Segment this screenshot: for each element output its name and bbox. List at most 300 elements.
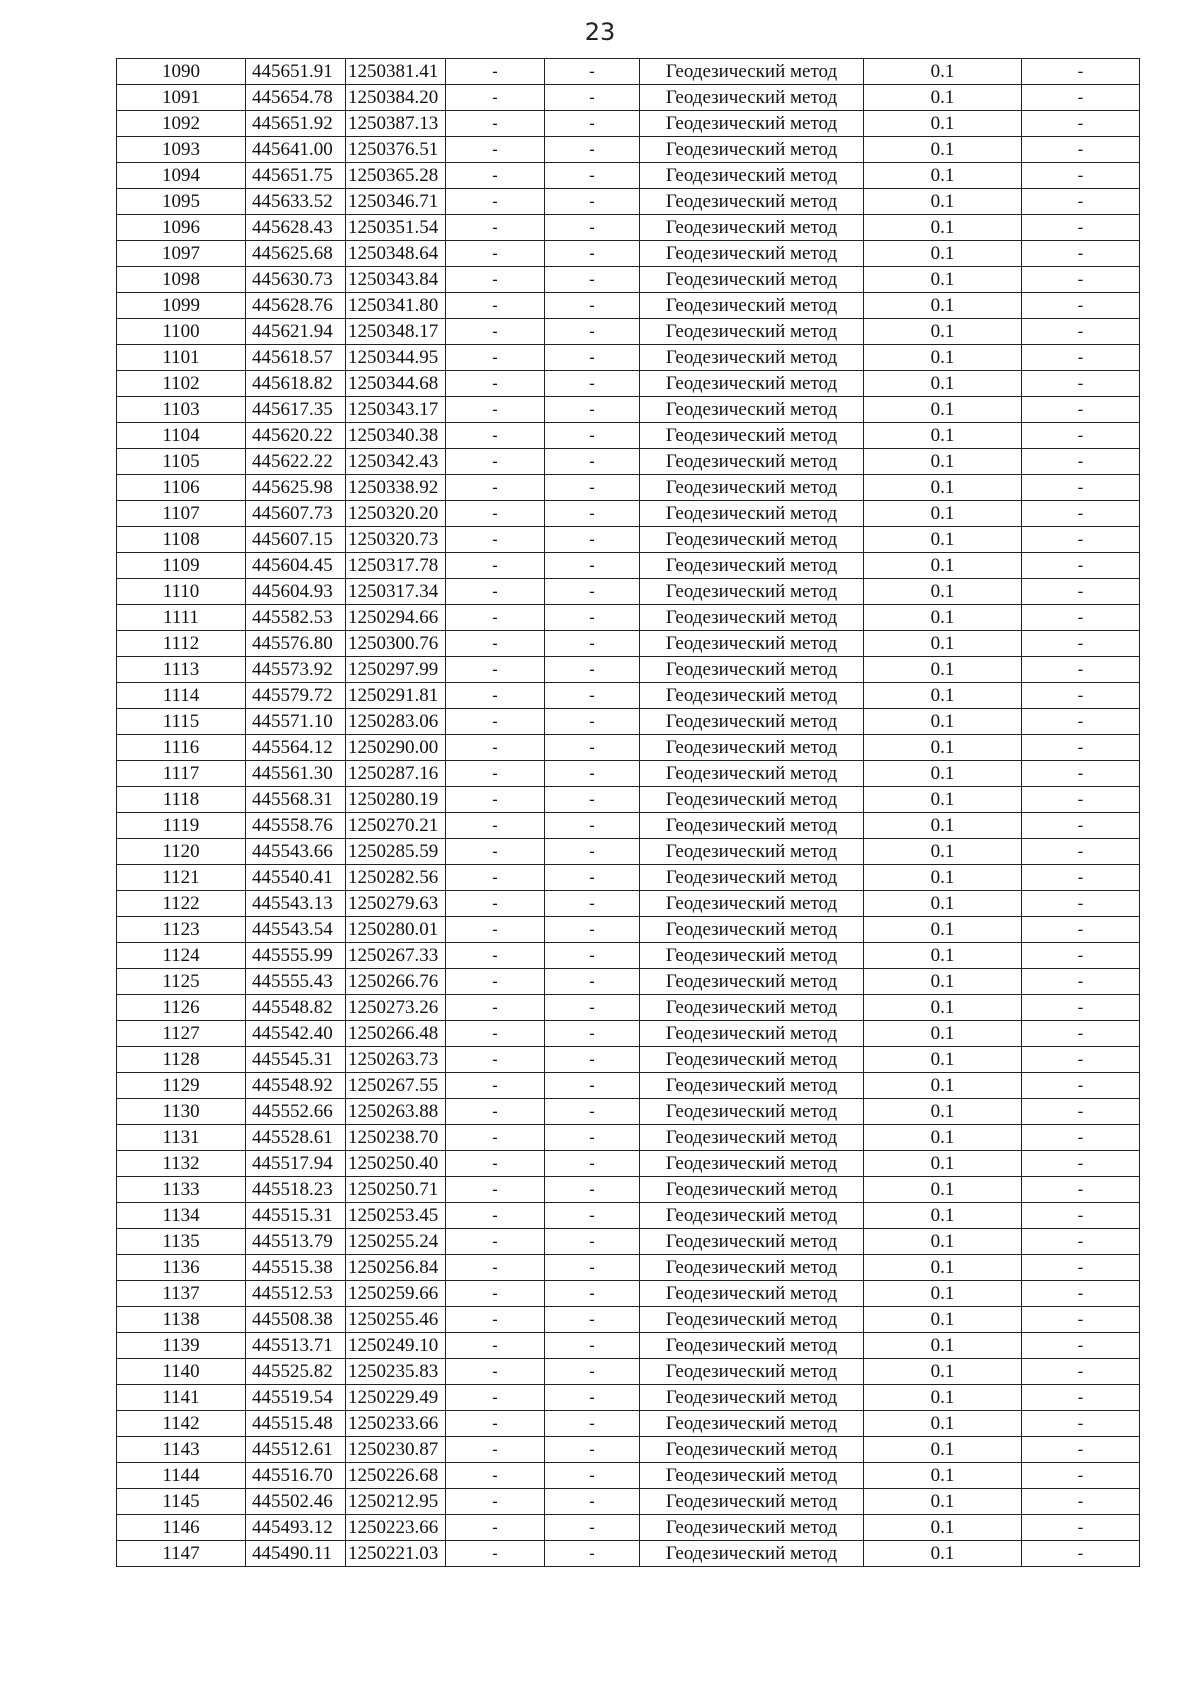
y-coordinate-cell: 1250235.83 — [346, 1359, 446, 1385]
empty-value-cell: - — [446, 215, 545, 241]
precision-cell: 0.1 — [864, 1541, 1022, 1567]
empty-value-cell: - — [545, 1151, 640, 1177]
empty-value-cell: - — [545, 1515, 640, 1541]
x-coordinate-cell: 445618.82 — [246, 371, 346, 397]
point-number-cell: 1128 — [117, 1047, 246, 1073]
point-number-cell: 1120 — [117, 839, 246, 865]
empty-value-cell: - — [446, 1489, 545, 1515]
y-coordinate-cell: 1250343.84 — [346, 267, 446, 293]
x-coordinate-cell: 445607.73 — [246, 501, 346, 527]
x-coordinate-cell: 445651.91 — [246, 59, 346, 85]
precision-cell: 0.1 — [864, 761, 1022, 787]
table-row — [117, 501, 1140, 527]
method-cell: Геодезический метод — [640, 371, 864, 397]
point-number-cell: 1133 — [117, 1177, 246, 1203]
point-number-cell: 1127 — [117, 1021, 246, 1047]
empty-value-cell: - — [1022, 553, 1140, 579]
empty-value-cell: - — [1022, 787, 1140, 813]
point-number-cell: 1107 — [117, 501, 246, 527]
x-coordinate-cell: 445525.82 — [246, 1359, 346, 1385]
y-coordinate-cell: 1250343.17 — [346, 397, 446, 423]
point-number-cell: 1123 — [117, 917, 246, 943]
precision-cell: 0.1 — [864, 865, 1022, 891]
empty-value-cell: - — [1022, 319, 1140, 345]
point-number-cell: 1143 — [117, 1437, 246, 1463]
empty-value-cell: - — [1022, 1255, 1140, 1281]
empty-value-cell: - — [446, 657, 545, 683]
empty-value-cell: - — [1022, 1463, 1140, 1489]
y-coordinate-cell: 1250384.20 — [346, 85, 446, 111]
empty-value-cell: - — [446, 267, 545, 293]
empty-value-cell: - — [545, 501, 640, 527]
empty-value-cell: - — [1022, 371, 1140, 397]
table-row — [117, 969, 1140, 995]
empty-value-cell: - — [545, 605, 640, 631]
method-cell: Геодезический метод — [640, 1177, 864, 1203]
table-row — [117, 1411, 1140, 1437]
empty-value-cell: - — [545, 163, 640, 189]
empty-value-cell: - — [446, 1307, 545, 1333]
y-coordinate-cell: 1250320.20 — [346, 501, 446, 527]
y-coordinate-cell: 1250376.51 — [346, 137, 446, 163]
empty-value-cell: - — [1022, 865, 1140, 891]
empty-value-cell: - — [1022, 1411, 1140, 1437]
empty-value-cell: - — [545, 319, 640, 345]
point-number-cell: 1130 — [117, 1099, 246, 1125]
empty-value-cell: - — [545, 1489, 640, 1515]
x-coordinate-cell: 445555.43 — [246, 969, 346, 995]
method-cell: Геодезический метод — [640, 1229, 864, 1255]
empty-value-cell: - — [1022, 1125, 1140, 1151]
point-number-cell: 1099 — [117, 293, 246, 319]
method-cell: Геодезический метод — [640, 917, 864, 943]
method-cell: Геодезический метод — [640, 995, 864, 1021]
empty-value-cell: - — [1022, 449, 1140, 475]
x-coordinate-cell: 445651.75 — [246, 163, 346, 189]
precision-cell: 0.1 — [864, 735, 1022, 761]
point-number-cell: 1111 — [117, 605, 246, 631]
empty-value-cell: - — [446, 579, 545, 605]
y-coordinate-cell: 1250273.26 — [346, 995, 446, 1021]
empty-value-cell: - — [446, 787, 545, 813]
point-number-cell: 1117 — [117, 761, 246, 787]
empty-value-cell: - — [1022, 969, 1140, 995]
x-coordinate-cell: 445518.23 — [246, 1177, 346, 1203]
method-cell: Геодезический метод — [640, 579, 864, 605]
point-number-cell: 1090 — [117, 59, 246, 85]
table-row — [117, 1281, 1140, 1307]
precision-cell: 0.1 — [864, 657, 1022, 683]
x-coordinate-cell: 445604.45 — [246, 553, 346, 579]
empty-value-cell: - — [545, 943, 640, 969]
table-row — [117, 293, 1140, 319]
precision-cell: 0.1 — [864, 1177, 1022, 1203]
x-coordinate-cell: 445515.48 — [246, 1411, 346, 1437]
precision-cell: 0.1 — [864, 1073, 1022, 1099]
table-row — [117, 1047, 1140, 1073]
coordinates-table — [116, 58, 1140, 1567]
method-cell: Геодезический метод — [640, 423, 864, 449]
empty-value-cell: - — [446, 189, 545, 215]
x-coordinate-cell: 445528.61 — [246, 1125, 346, 1151]
y-coordinate-cell: 1250253.45 — [346, 1203, 446, 1229]
point-number-cell: 1118 — [117, 787, 246, 813]
precision-cell: 0.1 — [864, 319, 1022, 345]
table-row — [117, 189, 1140, 215]
table-row — [117, 1125, 1140, 1151]
empty-value-cell: - — [545, 839, 640, 865]
empty-value-cell: - — [1022, 1437, 1140, 1463]
table-row — [117, 59, 1140, 85]
precision-cell: 0.1 — [864, 1151, 1022, 1177]
empty-value-cell: - — [446, 553, 545, 579]
x-coordinate-cell: 445568.31 — [246, 787, 346, 813]
empty-value-cell: - — [446, 293, 545, 319]
y-coordinate-cell: 1250280.19 — [346, 787, 446, 813]
empty-value-cell: - — [545, 137, 640, 163]
point-number-cell: 1094 — [117, 163, 246, 189]
x-coordinate-cell: 445552.66 — [246, 1099, 346, 1125]
y-coordinate-cell: 1250381.41 — [346, 59, 446, 85]
empty-value-cell: - — [545, 1281, 640, 1307]
table-row — [117, 683, 1140, 709]
y-coordinate-cell: 1250259.66 — [346, 1281, 446, 1307]
precision-cell: 0.1 — [864, 1125, 1022, 1151]
table-row — [117, 1021, 1140, 1047]
table-row — [117, 995, 1140, 1021]
y-coordinate-cell: 1250351.54 — [346, 215, 446, 241]
x-coordinate-cell: 445543.13 — [246, 891, 346, 917]
table-row — [117, 1099, 1140, 1125]
precision-cell: 0.1 — [864, 1437, 1022, 1463]
table-row — [117, 943, 1140, 969]
y-coordinate-cell: 1250250.40 — [346, 1151, 446, 1177]
x-coordinate-cell: 445542.40 — [246, 1021, 346, 1047]
point-number-cell: 1105 — [117, 449, 246, 475]
empty-value-cell: - — [1022, 1073, 1140, 1099]
y-coordinate-cell: 1250270.21 — [346, 813, 446, 839]
empty-value-cell: - — [545, 423, 640, 449]
empty-value-cell: - — [446, 1541, 545, 1567]
precision-cell: 0.1 — [864, 553, 1022, 579]
empty-value-cell: - — [1022, 917, 1140, 943]
method-cell: Геодезический метод — [640, 85, 864, 111]
y-coordinate-cell: 1250212.95 — [346, 1489, 446, 1515]
point-number-cell: 1096 — [117, 215, 246, 241]
table-row — [117, 891, 1140, 917]
empty-value-cell: - — [446, 813, 545, 839]
x-coordinate-cell: 445508.38 — [246, 1307, 346, 1333]
precision-cell: 0.1 — [864, 501, 1022, 527]
empty-value-cell: - — [1022, 1047, 1140, 1073]
precision-cell: 0.1 — [864, 839, 1022, 865]
y-coordinate-cell: 1250283.06 — [346, 709, 446, 735]
precision-cell: 0.1 — [864, 1463, 1022, 1489]
precision-cell: 0.1 — [864, 241, 1022, 267]
table-row — [117, 475, 1140, 501]
method-cell: Геодезический метод — [640, 1385, 864, 1411]
y-coordinate-cell: 1250256.84 — [346, 1255, 446, 1281]
method-cell: Геодезический метод — [640, 709, 864, 735]
y-coordinate-cell: 1250342.43 — [346, 449, 446, 475]
empty-value-cell: - — [545, 735, 640, 761]
y-coordinate-cell: 1250285.59 — [346, 839, 446, 865]
x-coordinate-cell: 445564.12 — [246, 735, 346, 761]
empty-value-cell: - — [446, 475, 545, 501]
method-cell: Геодезический метод — [640, 1489, 864, 1515]
table-row — [117, 787, 1140, 813]
method-cell: Геодезический метод — [640, 163, 864, 189]
point-number-cell: 1132 — [117, 1151, 246, 1177]
point-number-cell: 1097 — [117, 241, 246, 267]
empty-value-cell: - — [446, 995, 545, 1021]
empty-value-cell: - — [446, 163, 545, 189]
empty-value-cell: - — [1022, 501, 1140, 527]
method-cell: Геодезический метод — [640, 1359, 864, 1385]
precision-cell: 0.1 — [864, 1515, 1022, 1541]
precision-cell: 0.1 — [864, 267, 1022, 293]
point-number-cell: 1144 — [117, 1463, 246, 1489]
empty-value-cell: - — [446, 917, 545, 943]
empty-value-cell: - — [545, 969, 640, 995]
y-coordinate-cell: 1250255.24 — [346, 1229, 446, 1255]
point-number-cell: 1141 — [117, 1385, 246, 1411]
table-row — [117, 1177, 1140, 1203]
empty-value-cell: - — [1022, 475, 1140, 501]
empty-value-cell: - — [446, 85, 545, 111]
x-coordinate-cell: 445621.94 — [246, 319, 346, 345]
table-body — [117, 59, 1140, 1567]
y-coordinate-cell: 1250249.10 — [346, 1333, 446, 1359]
method-cell: Геодезический метод — [640, 501, 864, 527]
y-coordinate-cell: 1250266.48 — [346, 1021, 446, 1047]
precision-cell: 0.1 — [864, 709, 1022, 735]
method-cell: Геодезический метод — [640, 657, 864, 683]
point-number-cell: 1091 — [117, 85, 246, 111]
x-coordinate-cell: 445633.52 — [246, 189, 346, 215]
y-coordinate-cell: 1250300.76 — [346, 631, 446, 657]
point-number-cell: 1124 — [117, 943, 246, 969]
precision-cell: 0.1 — [864, 371, 1022, 397]
empty-value-cell: - — [545, 475, 640, 501]
y-coordinate-cell: 1250294.66 — [346, 605, 446, 631]
empty-value-cell: - — [1022, 1203, 1140, 1229]
precision-cell: 0.1 — [864, 969, 1022, 995]
method-cell: Геодезический метод — [640, 527, 864, 553]
empty-value-cell: - — [446, 111, 545, 137]
y-coordinate-cell: 1250290.00 — [346, 735, 446, 761]
y-coordinate-cell: 1250267.55 — [346, 1073, 446, 1099]
empty-value-cell: - — [446, 683, 545, 709]
point-number-cell: 1122 — [117, 891, 246, 917]
y-coordinate-cell: 1250340.38 — [346, 423, 446, 449]
precision-cell: 0.1 — [864, 137, 1022, 163]
y-coordinate-cell: 1250348.64 — [346, 241, 446, 267]
point-number-cell: 1119 — [117, 813, 246, 839]
method-cell: Геодезический метод — [640, 1255, 864, 1281]
precision-cell: 0.1 — [864, 1281, 1022, 1307]
precision-cell: 0.1 — [864, 111, 1022, 137]
empty-value-cell: - — [1022, 59, 1140, 85]
x-coordinate-cell: 445651.92 — [246, 111, 346, 137]
empty-value-cell: - — [446, 137, 545, 163]
x-coordinate-cell: 445540.41 — [246, 865, 346, 891]
precision-cell: 0.1 — [864, 1489, 1022, 1515]
precision-cell: 0.1 — [864, 1307, 1022, 1333]
table-row — [117, 1333, 1140, 1359]
table-row — [117, 1203, 1140, 1229]
point-number-cell: 1139 — [117, 1333, 246, 1359]
empty-value-cell: - — [446, 345, 545, 371]
empty-value-cell: - — [545, 189, 640, 215]
method-cell: Геодезический метод — [640, 1411, 864, 1437]
precision-cell: 0.1 — [864, 605, 1022, 631]
table-row — [117, 657, 1140, 683]
point-number-cell: 1093 — [117, 137, 246, 163]
y-coordinate-cell: 1250287.16 — [346, 761, 446, 787]
table-row — [117, 345, 1140, 371]
y-coordinate-cell: 1250226.68 — [346, 1463, 446, 1489]
y-coordinate-cell: 1250338.92 — [346, 475, 446, 501]
empty-value-cell: - — [1022, 579, 1140, 605]
empty-value-cell: - — [545, 215, 640, 241]
precision-cell: 0.1 — [864, 995, 1022, 1021]
x-coordinate-cell: 445548.82 — [246, 995, 346, 1021]
precision-cell: 0.1 — [864, 1359, 1022, 1385]
precision-cell: 0.1 — [864, 215, 1022, 241]
empty-value-cell: - — [545, 709, 640, 735]
empty-value-cell: - — [545, 917, 640, 943]
point-number-cell: 1102 — [117, 371, 246, 397]
precision-cell: 0.1 — [864, 345, 1022, 371]
empty-value-cell: - — [446, 1099, 545, 1125]
table-row — [117, 735, 1140, 761]
point-number-cell: 1092 — [117, 111, 246, 137]
empty-value-cell: - — [1022, 111, 1140, 137]
empty-value-cell: - — [545, 111, 640, 137]
x-coordinate-cell: 445519.54 — [246, 1385, 346, 1411]
point-number-cell: 1114 — [117, 683, 246, 709]
x-coordinate-cell: 445517.94 — [246, 1151, 346, 1177]
method-cell: Геодезический метод — [640, 1307, 864, 1333]
empty-value-cell: - — [545, 397, 640, 423]
precision-cell: 0.1 — [864, 1099, 1022, 1125]
empty-value-cell: - — [1022, 657, 1140, 683]
empty-value-cell: - — [1022, 1333, 1140, 1359]
empty-value-cell: - — [446, 631, 545, 657]
empty-value-cell: - — [1022, 1515, 1140, 1541]
precision-cell: 0.1 — [864, 449, 1022, 475]
precision-cell: 0.1 — [864, 813, 1022, 839]
table-row — [117, 813, 1140, 839]
empty-value-cell: - — [545, 865, 640, 891]
method-cell: Геодезический метод — [640, 787, 864, 813]
x-coordinate-cell: 445630.73 — [246, 267, 346, 293]
table-row — [117, 371, 1140, 397]
method-cell: Геодезический метод — [640, 1281, 864, 1307]
empty-value-cell: - — [1022, 631, 1140, 657]
table-row — [117, 1073, 1140, 1099]
empty-value-cell: - — [545, 631, 640, 657]
empty-value-cell: - — [446, 1203, 545, 1229]
point-number-cell: 1135 — [117, 1229, 246, 1255]
table-row — [117, 527, 1140, 553]
point-number-cell: 1112 — [117, 631, 246, 657]
empty-value-cell: - — [545, 891, 640, 917]
point-number-cell: 1140 — [117, 1359, 246, 1385]
precision-cell: 0.1 — [864, 891, 1022, 917]
empty-value-cell: - — [1022, 1359, 1140, 1385]
empty-value-cell: - — [1022, 1541, 1140, 1567]
x-coordinate-cell: 445515.38 — [246, 1255, 346, 1281]
precision-cell: 0.1 — [864, 1203, 1022, 1229]
point-number-cell: 1110 — [117, 579, 246, 605]
point-number-cell: 1146 — [117, 1515, 246, 1541]
table-row — [117, 839, 1140, 865]
empty-value-cell: - — [446, 423, 545, 449]
point-number-cell: 1125 — [117, 969, 246, 995]
point-number-cell: 1113 — [117, 657, 246, 683]
empty-value-cell: - — [545, 1463, 640, 1489]
table-row — [117, 111, 1140, 137]
table-row — [117, 1515, 1140, 1541]
y-coordinate-cell: 1250238.70 — [346, 1125, 446, 1151]
table-row — [117, 709, 1140, 735]
empty-value-cell: - — [1022, 1281, 1140, 1307]
method-cell: Геодезический метод — [640, 1151, 864, 1177]
empty-value-cell: - — [545, 1021, 640, 1047]
method-cell: Геодезический метод — [640, 553, 864, 579]
empty-value-cell: - — [446, 241, 545, 267]
empty-value-cell: - — [1022, 1099, 1140, 1125]
point-number-cell: 1138 — [117, 1307, 246, 1333]
method-cell: Геодезический метод — [640, 267, 864, 293]
y-coordinate-cell: 1250223.66 — [346, 1515, 446, 1541]
empty-value-cell: - — [446, 839, 545, 865]
empty-value-cell: - — [545, 1125, 640, 1151]
precision-cell: 0.1 — [864, 85, 1022, 111]
point-number-cell: 1116 — [117, 735, 246, 761]
method-cell: Геодезический метод — [640, 1021, 864, 1047]
empty-value-cell: - — [446, 761, 545, 787]
x-coordinate-cell: 445543.54 — [246, 917, 346, 943]
page-number: 23 — [584, 18, 616, 46]
x-coordinate-cell: 445604.93 — [246, 579, 346, 605]
table-row — [117, 605, 1140, 631]
method-cell: Геодезический метод — [640, 891, 864, 917]
empty-value-cell: - — [446, 501, 545, 527]
method-cell: Геодезический метод — [640, 111, 864, 137]
empty-value-cell: - — [1022, 189, 1140, 215]
precision-cell: 0.1 — [864, 943, 1022, 969]
x-coordinate-cell: 445512.61 — [246, 1437, 346, 1463]
precision-cell: 0.1 — [864, 1333, 1022, 1359]
point-number-cell: 1098 — [117, 267, 246, 293]
table-row — [117, 1489, 1140, 1515]
x-coordinate-cell: 445628.43 — [246, 215, 346, 241]
point-number-cell: 1136 — [117, 1255, 246, 1281]
empty-value-cell: - — [1022, 85, 1140, 111]
empty-value-cell: - — [1022, 735, 1140, 761]
method-cell: Геодезический метод — [640, 813, 864, 839]
method-cell: Геодезический метод — [640, 59, 864, 85]
precision-cell: 0.1 — [864, 579, 1022, 605]
x-coordinate-cell: 445582.53 — [246, 605, 346, 631]
y-coordinate-cell: 1250263.73 — [346, 1047, 446, 1073]
empty-value-cell: - — [545, 1437, 640, 1463]
y-coordinate-cell: 1250387.13 — [346, 111, 446, 137]
y-coordinate-cell: 1250317.78 — [346, 553, 446, 579]
